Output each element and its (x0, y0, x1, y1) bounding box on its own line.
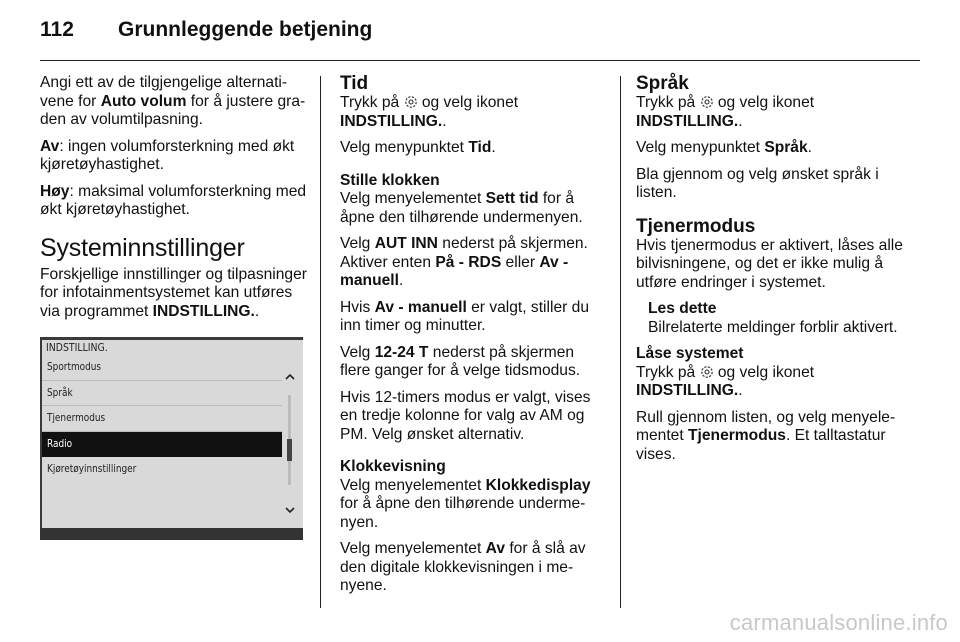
menu-item-radio[interactable]: Radio (42, 432, 282, 458)
systeminnstillinger-paragraph: Forskjellige innstillinger og tilpasninger for infotainmentsystemet kan utføres via programmet INDSTILLING.. (40, 265, 307, 320)
settings-screen-illustration (40, 337, 303, 540)
laase-paragraph-2: Rull gjennom listen, og velg menyelementet Tjenermodus. Et talltastatur vises. (636, 408, 896, 463)
hoy-option-paragraph: Høy: maksimal volumforsterkning med økt kjøretøyhastighet. (40, 182, 307, 218)
chevron-up-icon[interactable] (284, 372, 296, 382)
systeminnstillinger-heading: Systeminnstillinger (40, 233, 245, 262)
stille-paragraph-3: Hvis Av - manuell er valgt, stiller du inn timer og minutter. (340, 298, 589, 334)
header-rule (40, 60, 920, 61)
note-title: Les dette (648, 300, 717, 317)
sprak-paragraph-2: Velg menypunktet Språk. (636, 139, 812, 156)
tid-paragraph-2: Velg menypunktet Tid. (340, 139, 496, 156)
config-gear-icon (700, 95, 714, 109)
note-body: Bilrelaterte meldinger forblir aktivert. (648, 318, 898, 336)
tid-heading: Tid (340, 73, 369, 94)
column-3 (636, 74, 904, 472)
klokkevisning-heading: Klokkevisning (340, 458, 446, 475)
note-box (648, 300, 904, 337)
watermark: carmanualsonline.info (729, 610, 948, 635)
settings-menu-list (42, 355, 282, 483)
auto-volum-paragraph: Angi ett av de tilgjengelige alternativene for Auto volum for å justere graden av volumtilpasning. (40, 74, 306, 128)
running-title: Grunnleggende betjening (118, 18, 373, 41)
scrollbar-thumb[interactable] (287, 439, 292, 461)
menu-item-kjoretoyinnstillinger[interactable]: Kjøretøyinnstillinger (47, 463, 137, 475)
menu-item-tjenermodus[interactable]: Tjenermodus (42, 406, 282, 432)
klokke-paragraph-1: Velg menyelementet Klokkedisplay for å åpne den tilhørende undermenyen. (340, 476, 591, 531)
laase-paragraph-1: Trykk på og velg ikonet INDSTILLING.. (636, 363, 815, 399)
menu-item-sportmodus[interactable]: Sportmodus (42, 355, 282, 381)
page-header (40, 18, 372, 48)
tjenermodus-paragraph: Hvis tjenermodus er aktivert, låses alle bilvisningene, og det er ikke mulig å utføre endringer i systemet. (636, 236, 903, 291)
stille-klokken-heading: Stille klokken (340, 171, 440, 189)
config-gear-icon (404, 95, 418, 109)
tjenermodus-heading: Tjenermodus (636, 215, 756, 237)
chevron-down-icon[interactable] (284, 505, 296, 515)
menu-item-sprak[interactable]: Språk (42, 381, 282, 407)
klokke-paragraph-2: Velg menyelementet Av for å slå av den digitale klokkevisningen i menyene. (340, 540, 586, 594)
settings-screen-panel (42, 341, 303, 528)
column-2 (340, 74, 605, 604)
stille-paragraph-2: Velg AUT INN nederst på skjermen. Aktiver enten På - RDS eller Av - manuell. (340, 235, 588, 289)
auto-volum-term: Auto volum (100, 92, 187, 110)
config-gear-icon (700, 365, 714, 379)
av-option-paragraph: Av: ingen volumforsterkning med økt kjøretøyhastighet. (40, 137, 295, 173)
stille-paragraph-5: Hvis 12-timers modus er valgt, vises en tredje kolonne for valg av AM og PM. Velg ønsket alternativ. (340, 388, 591, 443)
sprak-paragraph-1: Trykk på og velg ikonet INDSTILLING.. (636, 94, 815, 130)
page-number: 112 (40, 18, 74, 41)
screen-title: INDSTILLING. (46, 341, 108, 354)
sprak-heading: Språk (636, 73, 689, 94)
column-divider-2 (620, 76, 621, 608)
laase-systemet-heading: Låse systemet (636, 345, 744, 362)
sprak-paragraph-3: Bla gjennom og velg ønsket språk i listen. (636, 165, 879, 201)
column-divider-1 (320, 76, 321, 608)
tid-paragraph-1: Trykk på og velg ikonet INDSTILLING.. (340, 94, 519, 130)
stille-paragraph-4: Velg 12-24 T nederst på skjermen flere ganger for å velge tidsmodus. (340, 343, 581, 379)
column-1 (40, 74, 308, 329)
stille-paragraph-1: Velg menyelementet Sett tid for å åpne den tilhørende undermenyen. (340, 190, 583, 226)
